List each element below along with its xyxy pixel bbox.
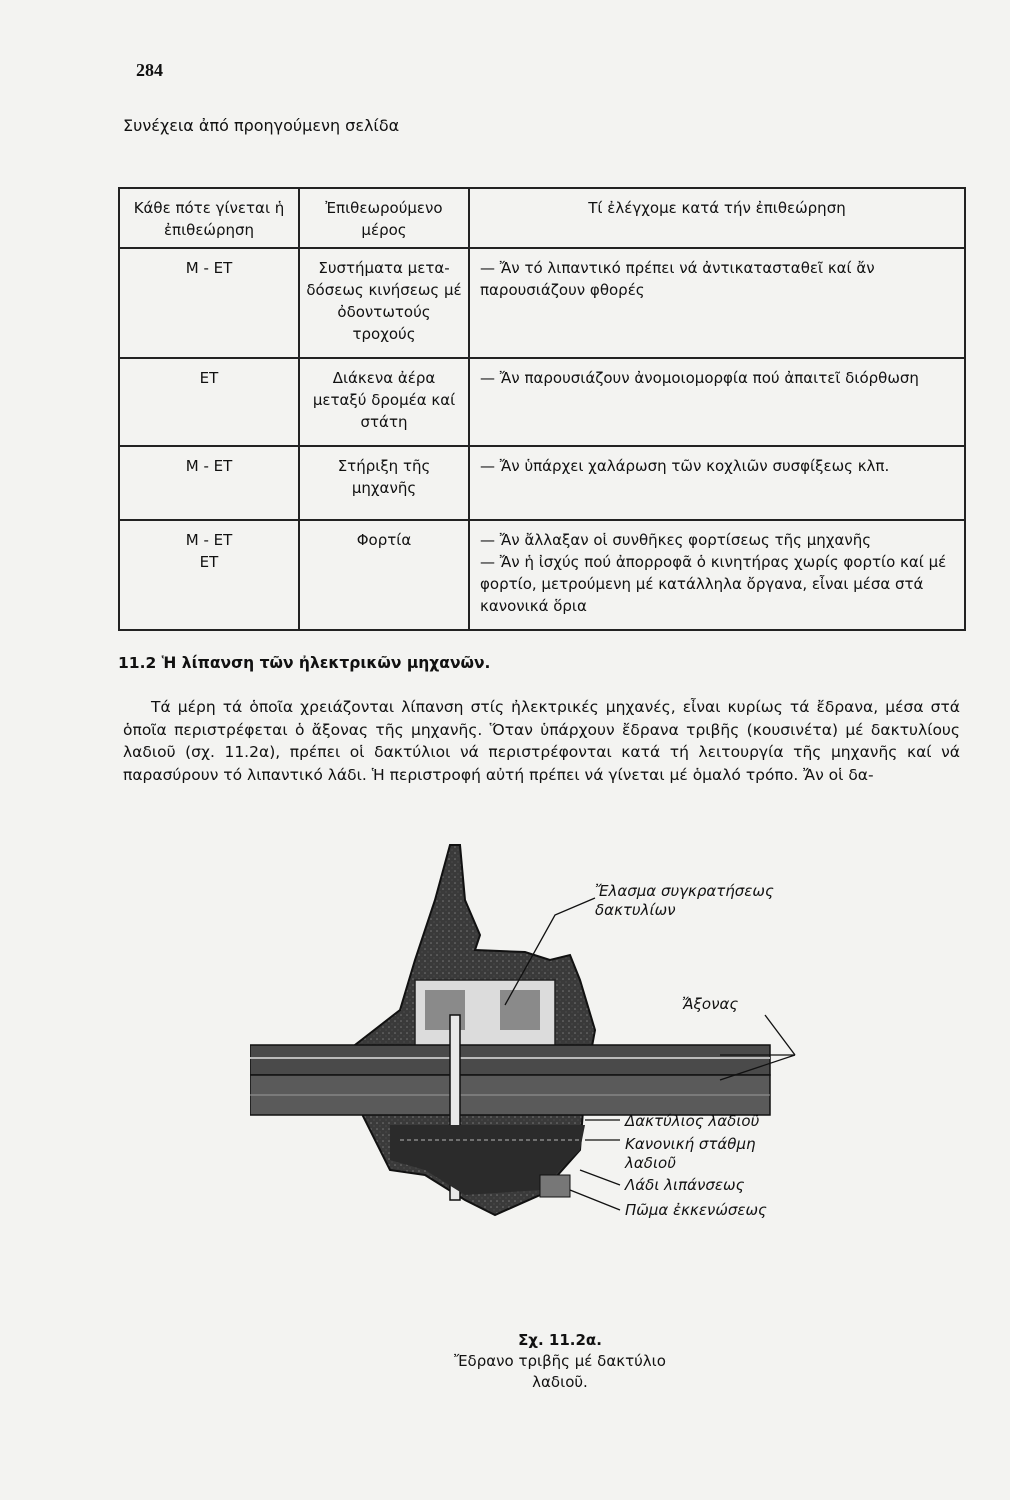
table-row: [119, 446, 965, 520]
caption-number: Σχ. 11.2α.: [518, 1331, 602, 1349]
cell-part: Διάκενα ἀέρα μεταξύ δρομέα καί στάτη: [299, 358, 469, 446]
cell-when: ΕΤ: [119, 358, 299, 446]
cell-when: Μ - ΕΤ ΕΤ: [119, 520, 299, 630]
cell-checks: [469, 446, 965, 520]
cell-checks: [469, 520, 965, 630]
cell-part: Συστήματα μετα-δόσεως κινήσεως μέ ὀδοντωτούς τροχούς: [299, 248, 469, 358]
section-title: 11.2 Ἡ λίπανση τῶν ἠλεκτρικῶν μηχανῶν.: [118, 654, 491, 672]
label-shaft: Ἄξονας: [682, 995, 739, 1013]
table-header-row: [119, 188, 965, 248]
check-item: — Ἄν τό λιπαντικό πρέπει νά ἀντικατασταθεῖ καί ἄν παρουσιάζουν φθορές: [480, 259, 875, 299]
inspection-table: [118, 187, 966, 631]
continuation-note: Συνέχεια ἀπό προηγούμενη σελίδα: [123, 116, 400, 135]
drain-plug: [540, 1175, 570, 1197]
table-row: [119, 248, 965, 358]
cell-when: Μ - ΕΤ: [119, 248, 299, 358]
check-item: — Ἄν ἡ ἰσχύς πού ἀπορροφᾶ ὁ κινητήρας χωρίς φορτίο καί μέ φορτίο, μετρούμενη μέ κατάλληλα ὄργανα, εἶναι μέσα στά κανονικά ὅρια: [480, 553, 947, 615]
check-item: — Ἄν ἄλλαξαν οἱ συνθῆκες φορτίσεως τῆς μηχανῆς: [480, 531, 872, 549]
cell-checks: [469, 358, 965, 446]
table-row: [119, 520, 965, 630]
figure-caption: [430, 1330, 690, 1393]
label-normal-level: Κανονική στάθμη λαδιοῦ: [625, 1135, 756, 1172]
page-number: 284: [136, 60, 163, 80]
caption-text: Ἔδρανο τριβῆς μέ δακτύλιο λαδιοῦ.: [454, 1352, 666, 1391]
cell-checks: [469, 248, 965, 358]
header-checks: Τί ἐλέγχομε κατά τήν ἐπιθεώρηση: [469, 188, 965, 248]
header-part: Ἐπιθεωρούμενο μέρος: [299, 188, 469, 248]
label-drain-plug: Πῶμα ἐκκενώσεως: [625, 1201, 767, 1219]
bearing-figure: [250, 840, 810, 1240]
cell-when: Μ - ΕΤ: [119, 446, 299, 520]
cell-part: Στήριξη τῆς μηχανῆς: [299, 446, 469, 520]
label-lube-oil: Λάδι λιπάνσεως: [625, 1176, 745, 1194]
table-row: [119, 358, 965, 446]
label-ring-plate: Ἔλασμα συγκρατήσεως δακτυλίων: [595, 882, 774, 919]
shaft: [250, 1045, 770, 1075]
label-oil-ring: Δακτύλιος λαδιοῦ: [625, 1112, 760, 1130]
check-item: — Ἄν παρουσιάζουν ἀνομοιομορφία πού ἀπαιτεῖ διόρθωση: [480, 369, 919, 387]
header-when: Κάθε πότε γίνεται ἡ ἐπιθεώρηση: [119, 188, 299, 248]
check-item: — Ἄν ὑπάρχει χαλάρωση τῶν κοχλιῶν συσφίξεως κλπ.: [480, 457, 890, 475]
body-paragraph: Τά μέρη τά ὁποῖα χρειάζονται λίπανση στίς ἠλεκτρικές μηχανές, εἶναι κυρίως τά ἔδρανα, μέσα στά ὁποῖα περιστρέφεται ὁ ἄξονας τῆς μηχανῆς. Ὅταν ὑπάρχουν ἔδρανα τριβῆς (κουσινέτα) μέ δακτυλίους λαδιοῦ (σχ. 11.2α), πρέπει οἱ δακτύλιοι νά περιστρέφονται κατά τή λειτουργία τῆς μηχανῆς καί νά παρασύρουν τό λιπαντικό λάδι. Ἡ περιστροφή αὐτή πρέπει νά γίνεται μέ ὁμαλό τρόπο. Ἄν οἱ δα-: [123, 698, 960, 784]
cell-part: Φορτία: [299, 520, 469, 630]
